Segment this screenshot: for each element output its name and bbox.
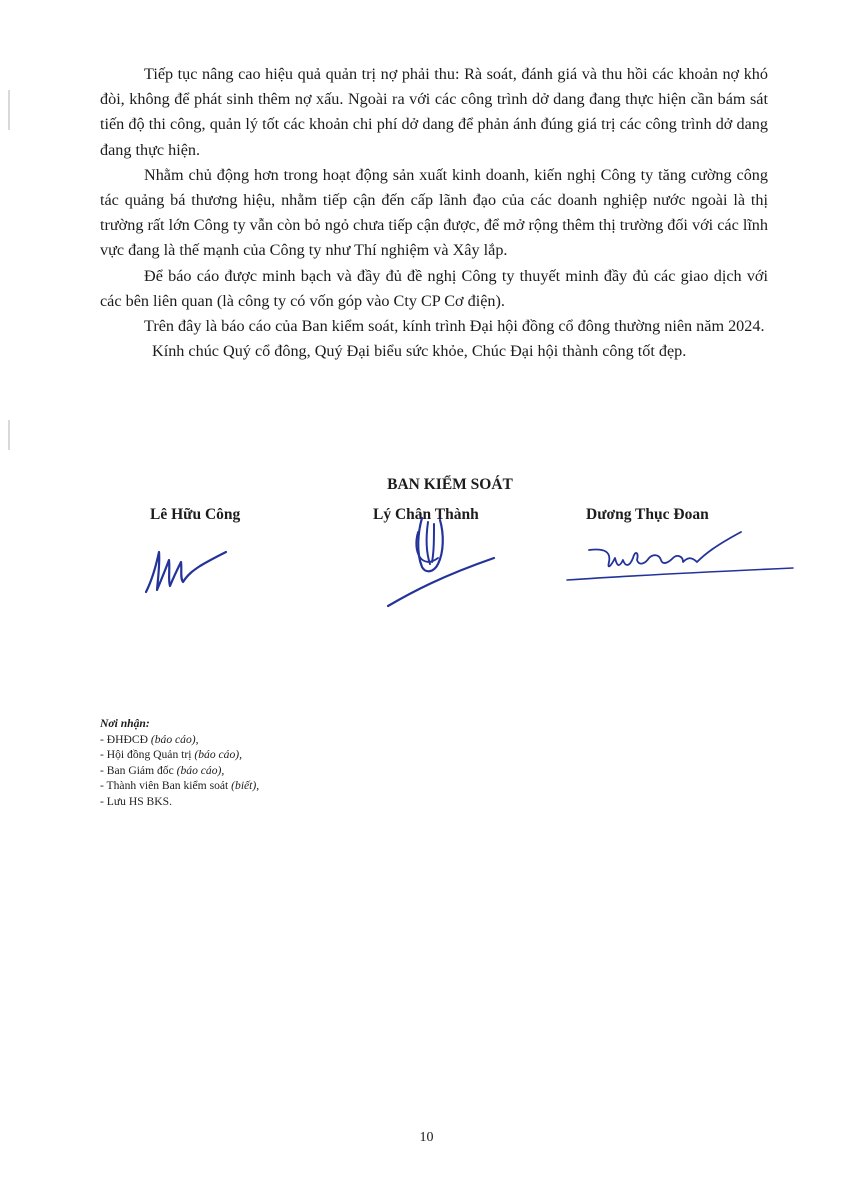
report-body xyxy=(100,62,768,364)
recipient-note: (biết), xyxy=(231,779,260,793)
board-title: BAN KIỂM SOÁT xyxy=(387,476,513,493)
page-number: 10 xyxy=(419,1130,434,1145)
recipient-item xyxy=(100,763,259,779)
paragraph-report-conclusion: Trên đây là báo cáo của Ban kiểm soát, kính trình Đại hội đồng cổ đông thường niên năm 2024. xyxy=(144,317,765,336)
paragraph-closing-wish: Kính chúc Quý cổ đông, Quý Đại biểu sức khỏe, Chúc Đại hội thành công tốt đẹp. xyxy=(152,342,687,361)
scan-margin-mark xyxy=(8,90,10,130)
recipient-name: - Hội đồng Quản trị xyxy=(100,748,195,762)
member-name-2: Lý Chân Thành xyxy=(373,506,479,523)
recipient-name: - Lưu HS BKS. xyxy=(100,794,172,808)
recipient-note: (báo cáo), xyxy=(194,748,243,762)
signature-1 xyxy=(140,540,240,600)
recipient-name: - Ban Giám đốc xyxy=(100,763,177,777)
paragraph-brand-promotion: Nhằm chủ động hơn trong hoạt động sản xuất kinh doanh, kiến nghị Công ty tăng cường công tác quảng bá thương hiệu, nhằm tiếp cận đến cấp lãnh đạo của các doanh nghiệp nước ngoài là thị trường rất lớn Công ty vẫn còn bỏ ngỏ chưa tiếp cận được, để mở rộng thêm thị trường đối với các lĩnh vực đang là thế mạnh của Công ty như Thí nghiệm và Xây lắp. xyxy=(100,165,768,260)
recipient-item xyxy=(100,747,259,763)
signature-3 xyxy=(565,528,800,588)
recipient-name: - ĐHĐCĐ xyxy=(100,732,151,746)
recipient-list xyxy=(100,716,259,810)
member-name-1: Lê Hữu Công xyxy=(150,506,241,523)
paragraph-related-party: Để báo cáo được minh bạch và đầy đủ đề nghị Công ty thuyết minh đầy đủ các giao dịch với các bên liên quan (là công ty có vốn góp vào Cty CP Cơ điện). xyxy=(100,266,768,310)
recipient-heading: Nơi nhận: xyxy=(100,717,150,730)
signature-2 xyxy=(382,512,502,612)
recipient-item xyxy=(100,794,259,810)
recipient-name: - Thành viên Ban kiểm soát xyxy=(100,779,232,793)
recipient-note: (báo cáo), xyxy=(150,732,199,746)
member-name-3: Dương Thục Đoan xyxy=(586,506,709,523)
paragraph-debt-management: Tiếp tục nâng cao hiệu quả quản trị nợ phải thu: Rà soát, đánh giá và thu hồi các khoản nợ khó đòi, không để phát sinh thêm nợ xấu. Ngoài ra với các công trình dở dang đang thực hiện cần bám sát tiến độ thi công, quản lý tốt các khoản chi phí dở dang để phản ánh đúng giá trị các công trình dở dang đang thực hiện. xyxy=(100,65,768,159)
recipient-item xyxy=(100,778,259,794)
recipient-item xyxy=(100,732,259,748)
scan-margin-mark xyxy=(8,420,10,450)
recipient-note: (báo cáo), xyxy=(176,763,225,777)
